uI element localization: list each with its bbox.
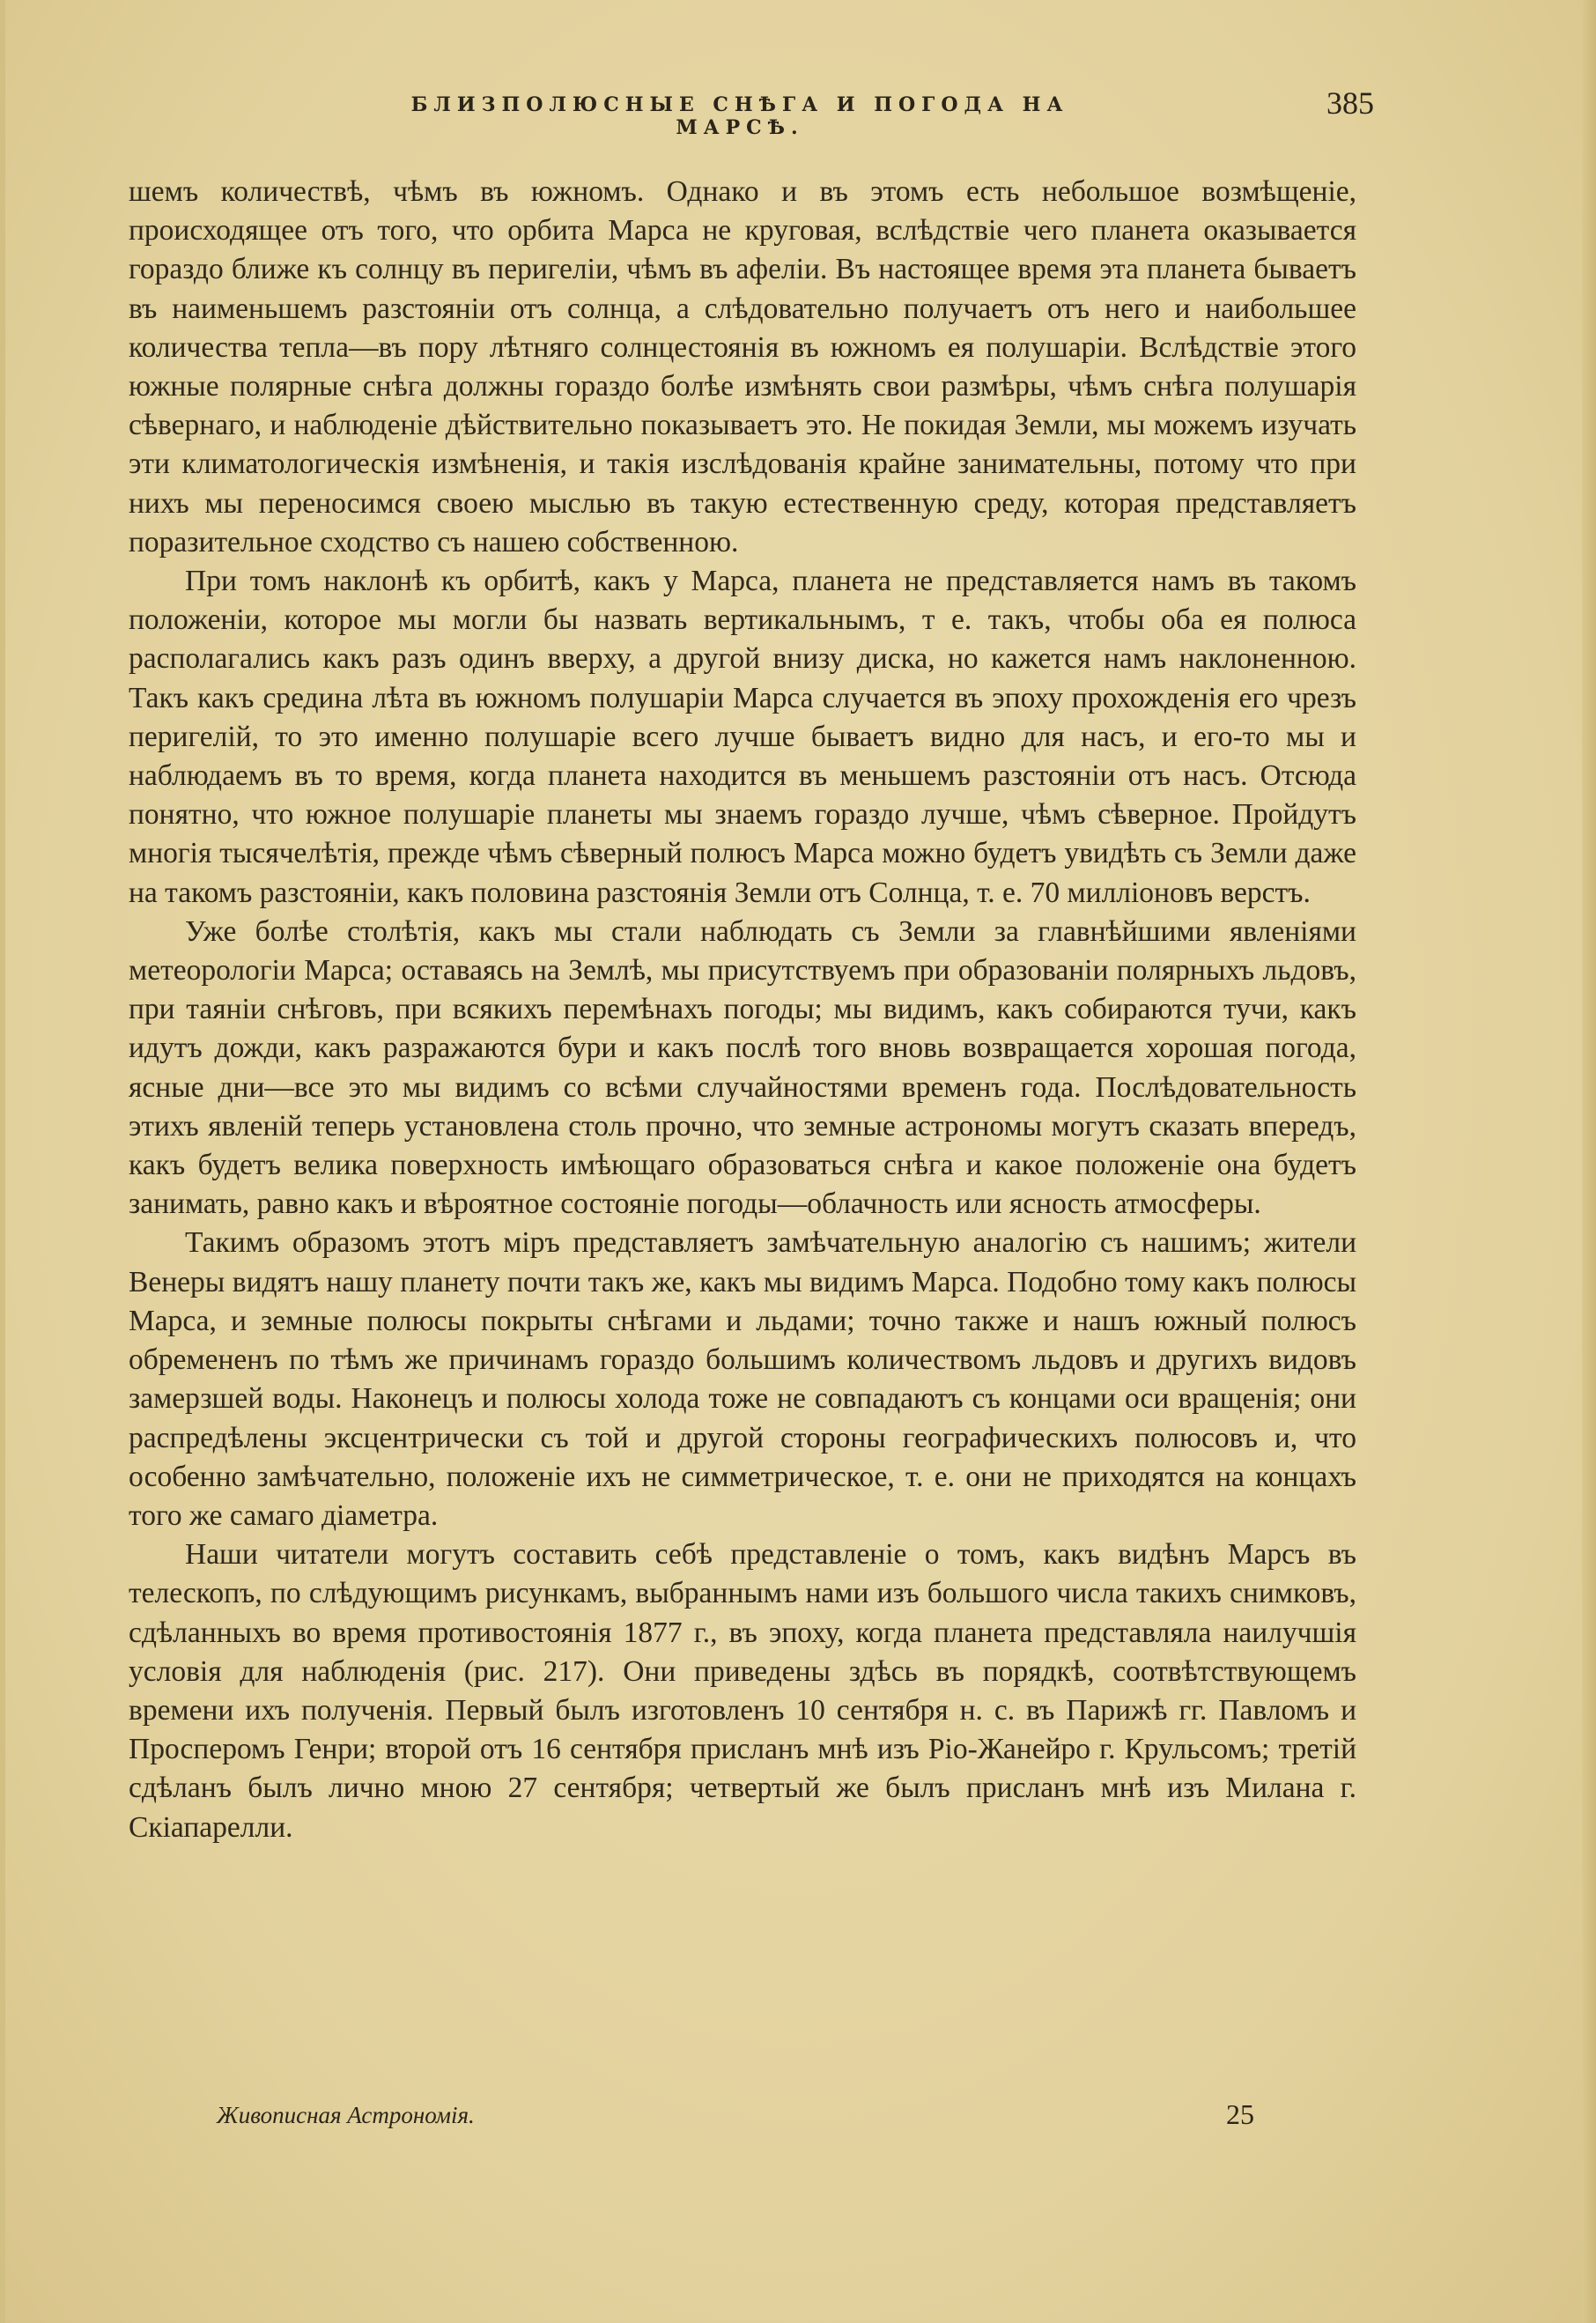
paragraph-2: При томъ наклонѣ къ орбитѣ, какъ у Марса, планета не представляется намъ въ такомъ положеніи, которое мы могли бы назвать вертикальнымъ, т е. такъ, чтобы оба ея полюса располагались какъ разъ одинъ вверху, а другой внизу диска, но кажется намъ наклоненною. Такъ какъ средина лѣта въ южномъ полушаріи Марса случается въ эпоху прохожденія его чрезъ перигелій, то это именно полушаріе всего лучше бываетъ видно для насъ, и его-то мы и наблюдаемъ въ то время, когда планета находится въ меньшемъ разстояніи отъ насъ. Отсюда понятно, что южное полушаріе планеты мы знаемъ гораздо лучше, чѣмъ сѣверное. Пройдутъ многія тысячелѣтія, прежде чѣмъ сѣверный полюсъ Марса можно будетъ увидѣть съ Земли даже на такомъ разстояніи, какъ половина разстоянія Земли отъ Солнца, т. е. 70 милліоновъ верстъ. — [129, 565, 1356, 909]
page-number: 385 — [1326, 85, 1374, 121]
paragraph-3: Уже болѣе столѣтія, какъ мы стали наблюдать съ Земли за главнѣйшими явленіями метеорологіи Марса; оставаясь на Землѣ, мы присутствуемъ при образованіи полярныхъ льдовъ, при таяніи снѣговъ, при всякихъ перемѣнахъ погоды; мы видимъ, какъ собираются тучи, какъ идутъ дожди, какъ разражаются бури и какъ послѣ того вновь возвращается хорошая погода, ясные дни—все это мы видимъ со всѣми случайностями временъ года. Послѣдовательность этихъ явленій теперь установлена столь прочно, что земные астрономы могутъ сказать впередъ, какъ будетъ велика поверхность имѣющаго образоваться снѣга и какое положеніе она будетъ занимать, равно какъ и вѣроятное состояніе погоды—облачность или ясность атмосферы. — [129, 914, 1356, 1221]
page-edge-right — [1582, 0, 1596, 2323]
paragraph-1: шемъ количествѣ, чѣмъ въ южномъ. Однако и въ этомъ есть небольшое возмѣщеніе, происходящее отъ того, что орбита Марса не круговая, вслѣдствіе чего планета оказывается гораздо ближе къ солнцу въ перигеліи, чѣмъ въ афеліи. Въ настоящее время эта планета бываетъ въ наименьшемъ разстояніи отъ солнца, а слѣдовательно получаетъ отъ него и наибольшее количества тепла—въ пору лѣтняго солнцестоянія въ южномъ ея полушаріи. Вслѣдствіе этого южные полярные снѣга должны гораздо болѣе измѣнять свои размѣры, чѣмъ снѣга полушарія сѣвернаго, и наблюденіе дѣйствительно показываетъ это. Не покидая Земли, мы можемъ изучать эти климатологическія измѣненія, и такія изслѣдованія крайне занимательны, потому что при нихъ мы переносимся своею мыслью въ такую естественную среду, которая представляетъ поразительное сходство съ нашею собственною. — [129, 175, 1356, 559]
signature-mark: 25 — [1226, 2098, 1254, 2130]
page-footer — [0, 2098, 1596, 2141]
page-edge-left — [0, 0, 5, 2323]
page-body — [129, 173, 1356, 1847]
page-header — [0, 85, 1596, 139]
running-title: БЛИЗПОЛЮСНЫЕ СНѢГА И ПОГОДА НА МАРСѢ. — [410, 93, 1069, 139]
footer-book-title: Живописная Астрономія. — [217, 2102, 475, 2128]
paragraph-4: Такимъ образомъ этотъ міръ представляетъ замѣчательную аналогію съ нашимъ; жители Венеры видятъ нашу планету почти такъ же, какъ мы видимъ Марса. Подобно тому какъ полюсы Марса, и земные полюсы покрыты снѣгами и льдами; точно также и нашъ южный полюсъ обремененъ по тѣмъ же причинамъ гораздо большимъ количествомъ льдовъ и другихъ видовъ замерзшей воды. Наконецъ и полюсы холода тоже не совпадаютъ съ концами оси вращенія; они распредѣлены эксцентрически съ той и другой стороны географическихъ полюсовъ и, что особенно замѣчательно, положеніе ихъ не симметрическое, т. е. они не приходятся на концахъ того же самаго діаметра. — [129, 1226, 1356, 1532]
paragraph-5: Наши читатели могутъ составить себѣ представленіе о томъ, какъ видѣнъ Марсъ въ телескопъ, по слѣдующимъ рисункамъ, выбраннымъ нами изъ большого числа такихъ снимковъ, сдѣланныхъ во время противостоянія 1877 г., въ эпоху, когда планета представляла наилучшія условія для наблюденія (рис. 217). Они приведены здѣсь въ порядкѣ, соотвѣтствующемъ времени ихъ полученія. Первый былъ изготовленъ 10 сентября н. с. въ Парижѣ гг. Павломъ и Просперомъ Генри; второй отъ 16 сентября присланъ мнѣ изъ Ріо-Жанейро г. Крульсомъ; третій сдѣланъ былъ лично мною 27 сентября; четвертый же былъ присланъ мнѣ изъ Милана г. Скіапарелли. — [129, 1538, 1356, 1844]
